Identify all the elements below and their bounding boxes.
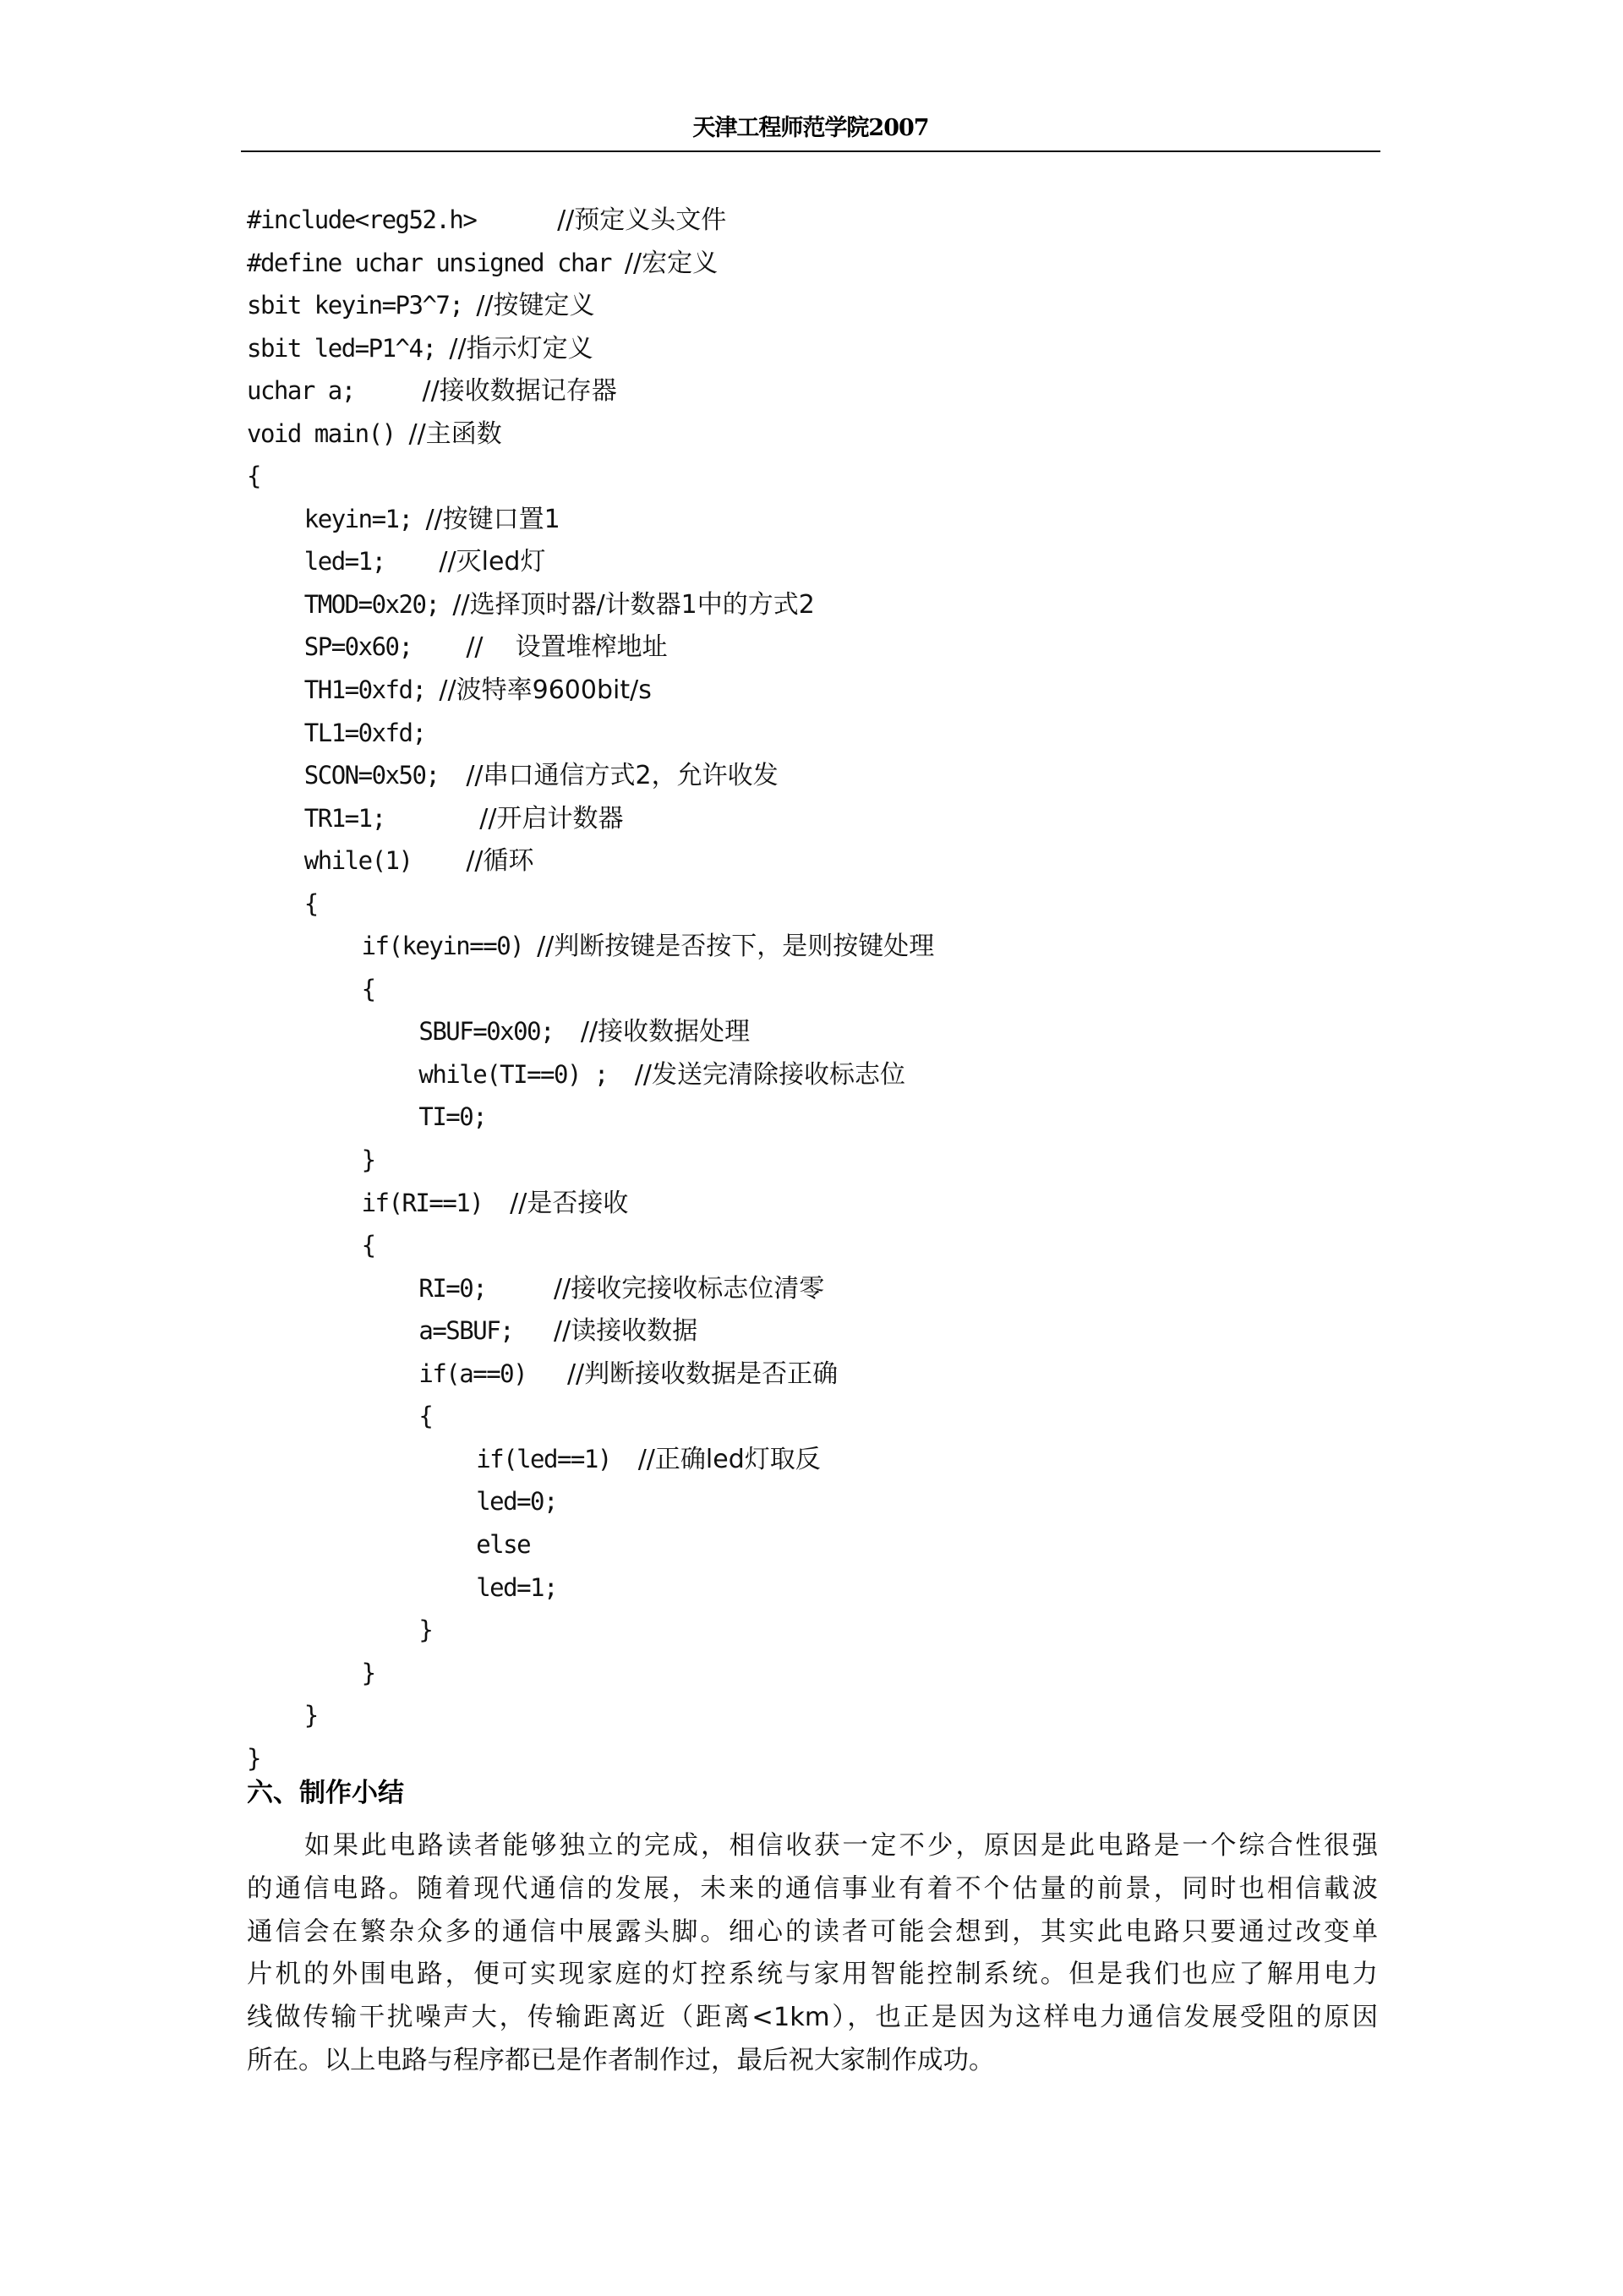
code-comment: //预定义头文件 xyxy=(557,205,727,235)
code-comment: //指示灯定义 xyxy=(449,333,593,364)
code-text: if(keyin==0) xyxy=(361,932,538,961)
code-comment: //按键定义 xyxy=(476,291,595,321)
code-text: RI=0; xyxy=(418,1273,554,1303)
code-text: } xyxy=(361,1658,375,1687)
code-comment: //接收数据处理 xyxy=(580,1017,751,1047)
code-line xyxy=(247,1737,1430,1780)
code-comment: //按键口置1 xyxy=(425,504,560,534)
code-line xyxy=(247,1694,1430,1737)
code-text: } xyxy=(247,1743,260,1773)
code-text: sbit led=P1^4; xyxy=(247,333,450,363)
paragraph-line: 如果此电路读者能够独立的完成，相信收获一定不少，原因是此电路是一个综合性很强 xyxy=(304,1831,1378,1861)
code-line xyxy=(247,1267,1430,1310)
code-line xyxy=(247,1566,1430,1610)
code-line xyxy=(247,413,1430,456)
code-line xyxy=(247,712,1430,755)
code-comment: //灭led灯 xyxy=(439,547,546,577)
code-text: SCON=0x50; xyxy=(303,761,467,790)
code-comment: //判断按键是否按下，是则按键处理 xyxy=(537,932,935,962)
code-text: #include<reg52.h> xyxy=(247,205,558,234)
code-text: void main() xyxy=(247,418,409,448)
code-text: while(TI==0) ; xyxy=(418,1059,635,1089)
code-text: a=SBUF; xyxy=(418,1316,554,1346)
code-comment: //串口通信方式2，允许收发 xyxy=(466,761,779,791)
code-text: SBUF=0x00; xyxy=(418,1017,581,1047)
code-text: led=0; xyxy=(476,1487,557,1517)
paragraph-line: 所在。以上电路与程序都已是作者制作过，最后祝大家制作成功。 xyxy=(247,2045,995,2075)
code-line xyxy=(247,455,1430,498)
code-text: uchar a; xyxy=(247,376,423,406)
code-text: TMOD=0x20; xyxy=(303,589,453,619)
code-line xyxy=(247,540,1430,583)
code-text: if(a==0) xyxy=(418,1358,567,1388)
code-comment: //循环 xyxy=(466,846,534,877)
code-text: { xyxy=(361,974,375,1003)
code-comment: //发送完清除接收标志位 xyxy=(634,1059,905,1090)
header-divider xyxy=(241,150,1380,152)
code-line xyxy=(247,1438,1430,1481)
code-text: TH1=0xfd; xyxy=(303,675,440,705)
code-comment: //是否接收 xyxy=(510,1188,629,1218)
code-line xyxy=(247,327,1430,370)
code-line xyxy=(247,1395,1430,1438)
code-listing xyxy=(247,199,1430,1779)
summary-paragraph xyxy=(247,1825,1378,2083)
code-comment: //接收数据记存器 xyxy=(422,376,617,407)
code-line xyxy=(247,925,1430,968)
code-comment: //接收完接收标志位清零 xyxy=(554,1273,825,1304)
code-line xyxy=(247,968,1430,1011)
code-text: keyin=1; xyxy=(303,504,426,533)
code-comment: //判断接收数据是否正确 xyxy=(566,1358,839,1389)
code-text: TL1=0xfd; xyxy=(303,718,426,747)
code-text: } xyxy=(361,1145,375,1175)
code-line xyxy=(247,1096,1430,1139)
code-text: led=1; xyxy=(303,547,440,577)
code-text: sbit keyin=P3^7; xyxy=(247,291,477,320)
code-text: led=1; xyxy=(476,1572,557,1602)
code-line xyxy=(247,242,1430,285)
code-text: if(led==1) xyxy=(476,1444,638,1473)
code-text: } xyxy=(418,1615,433,1645)
code-line xyxy=(247,1053,1430,1096)
code-comment: //选择顶时器/计数器1中的方式2 xyxy=(452,589,815,620)
code-line xyxy=(247,1139,1430,1182)
code-line xyxy=(247,498,1430,541)
code-comment: //主函数 xyxy=(408,418,502,449)
code-text: TI=0; xyxy=(418,1102,487,1132)
code-text: #define uchar unsigned char xyxy=(247,248,625,277)
code-text: while(1) xyxy=(303,846,467,876)
code-line xyxy=(247,1480,1430,1523)
code-text: { xyxy=(247,462,260,491)
code-line xyxy=(247,583,1430,626)
code-line xyxy=(247,1182,1430,1225)
page-header-title: 天津工程师范学院2007 xyxy=(692,115,929,141)
paragraph-line: 的通信电路。随着现代通信的发展，未来的通信事业有着不个估量的前景，同时也相信載波 xyxy=(247,1873,1378,1904)
code-text: { xyxy=(361,1231,375,1260)
code-text: if(RI==1) xyxy=(361,1188,511,1217)
code-text: SP=0x60; xyxy=(303,632,467,662)
code-comment: // 设置堆榨地址 xyxy=(466,632,668,663)
code-line xyxy=(247,626,1430,669)
code-line xyxy=(247,1652,1430,1695)
code-comment: //宏定义 xyxy=(624,248,719,278)
paragraph-line: 通信会在繁杂众多的通信中展露头脚。细心的读者可能会想到，其实此电路只要通过改变单 xyxy=(247,1916,1378,1947)
paragraph-line: 线做传输干扰噪声大，传输距离近（距离<1km），也正是因为这样电力通信发展受阻的原因 xyxy=(247,2003,1378,2033)
code-comment: //正确led灯取反 xyxy=(637,1444,821,1474)
code-line xyxy=(247,369,1430,413)
paragraph-line: 片机的外围电路，便可实现家庭的灯控系统与家用智能控制系统。但是我们也应了解用电力 xyxy=(247,1960,1378,1990)
code-text: { xyxy=(303,888,318,918)
code-comment: //开启计数器 xyxy=(479,803,624,834)
code-text: { xyxy=(418,1402,433,1431)
code-line xyxy=(247,669,1430,712)
code-comment: //波特率9600bit/s xyxy=(439,675,652,706)
code-line xyxy=(247,1353,1430,1396)
code-line xyxy=(247,1010,1430,1053)
code-comment: //读接收数据 xyxy=(554,1316,698,1347)
code-line xyxy=(247,1609,1430,1652)
code-line xyxy=(247,1224,1430,1267)
code-text: else xyxy=(476,1529,531,1559)
code-line xyxy=(247,797,1430,840)
code-line xyxy=(247,883,1430,926)
code-line xyxy=(247,1523,1430,1566)
section-heading: 六、制作小结 xyxy=(247,1778,404,1808)
code-line xyxy=(247,284,1430,327)
code-line xyxy=(247,754,1430,797)
code-line xyxy=(247,199,1430,242)
code-line xyxy=(247,839,1430,883)
code-text: } xyxy=(303,1701,318,1730)
code-line xyxy=(247,1309,1430,1353)
code-text: TR1=1; xyxy=(303,803,480,833)
